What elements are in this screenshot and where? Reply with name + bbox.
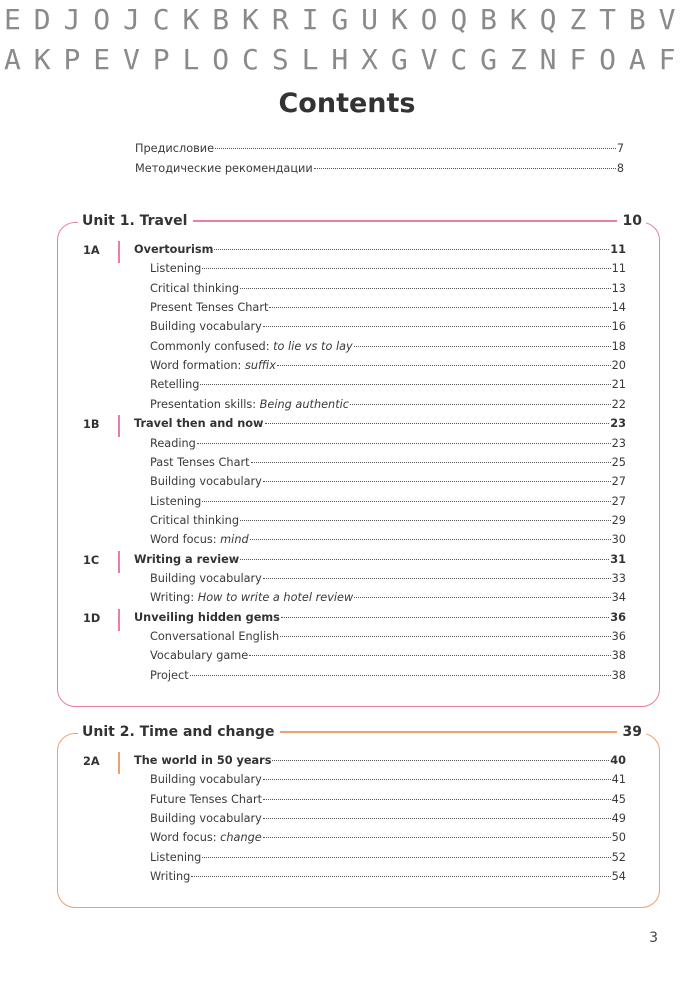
toc-entry[interactable] [150,340,626,358]
entry-title [135,142,214,155]
dot-leader [350,404,611,405]
entry-label: Методические рекомендации [135,162,313,175]
entry-title [134,754,271,767]
entry-page-number: 27 [611,494,626,508]
entry-label: The world in 50 years [134,754,272,767]
toc-entry[interactable] [150,359,626,377]
section-divider [118,241,120,263]
entry-label: Present Tenses Chart [150,301,269,315]
toc-entry[interactable] [134,754,626,772]
dot-leader [249,655,610,656]
dot-leader [263,481,611,482]
entry-label: Writing [150,870,191,884]
entry-label-italic: suffix [244,359,276,373]
entry-title [134,243,213,256]
entry-title [150,533,249,546]
entry-label: Critical thinking [150,513,240,527]
decorative-letters-header: EDJOJCKBKRIGUKOQBKQZTBVAKPEVPLOCSLHXGVCGZNFOAF [4,3,689,76]
page-number: 3 [649,930,658,946]
dot-leader [214,249,609,250]
entry-page-number: 7 [616,142,624,155]
toc-entry[interactable] [150,320,626,338]
entry-page-number: 30 [611,533,626,547]
dot-leader [240,520,611,521]
entry-title [150,773,262,786]
entry-label: Listening [150,262,202,276]
toc-entry[interactable] [150,649,626,667]
entry-label: Unveiling hidden gems [134,610,280,624]
entry-label: Building vocabulary [150,773,262,787]
dot-leader [263,578,611,579]
dot-leader [240,288,611,289]
entry-label: Building vocabulary [150,571,262,585]
entry-page-number: 52 [611,850,626,864]
dot-leader [314,168,616,169]
entry-page-number: 11 [610,243,626,256]
dot-leader [202,268,610,269]
entry-title [150,475,262,488]
unit-page-number: 39 [622,724,642,740]
entry-title [150,793,262,806]
entry-label: Word focus: [150,831,221,845]
dot-leader [202,857,610,858]
entry-page-number: 31 [610,552,626,566]
entry-title [150,398,349,411]
entry-label: Writing: [150,591,198,605]
entry-title [150,359,276,372]
toc-entry[interactable] [135,162,624,180]
entry-label: Presentation skills: [150,397,260,411]
dot-leader [354,346,611,347]
unit-header[interactable] [78,213,646,229]
entry-label: Travel then and now [134,417,264,431]
entry-page-number: 16 [611,320,626,334]
dot-leader [263,779,611,780]
toc-entry[interactable] [150,301,626,319]
dot-leader [263,837,611,838]
entry-label: Vocabulary game [150,649,249,663]
toc-entry[interactable] [150,773,626,791]
entry-page-number: 38 [611,668,626,682]
dot-leader [215,148,616,149]
entry-label: Word focus: [150,533,221,547]
entry-label-italic: How to write a hotel review [197,591,354,605]
toc-entry[interactable] [134,243,626,261]
dot-leader [191,876,610,877]
entry-label: Commonly confused: [150,339,274,353]
entry-page-number: 40 [610,754,626,767]
entry-label: Retelling [150,378,200,392]
toc-entry[interactable] [150,262,626,280]
toc-entry[interactable] [150,591,626,609]
entry-title [150,456,250,469]
entry-title [150,378,199,391]
entry-title [150,669,189,682]
toc-entry[interactable] [150,475,626,493]
entry-label: Предисловие [135,142,215,155]
entry-page-number: 23 [611,436,626,450]
entry-label-italic: mind [220,533,249,547]
section-divider [118,609,120,631]
entry-page-number: 14 [611,301,626,315]
entry-label: Building vocabulary [150,812,262,826]
unit-page-number: 10 [622,213,642,229]
unit-header-rule [193,220,616,222]
entry-title [150,301,268,314]
entry-page-number: 27 [611,475,626,489]
entry-label: Writing a review [134,552,240,566]
dot-leader [200,384,610,385]
entry-page-number: 22 [611,397,626,411]
dot-leader [277,365,611,366]
entry-page-number: 18 [611,339,626,353]
section-code: 2A [83,755,100,768]
toc-entry[interactable] [150,793,626,811]
entry-page-number: 23 [610,417,626,431]
entry-page-number: 20 [611,359,626,373]
entry-page-number: 34 [611,591,626,605]
entry-page-number: 36 [611,630,626,643]
dot-leader [281,617,609,618]
entry-page-number: 38 [611,649,626,663]
section-divider [118,551,120,573]
toc-entry[interactable] [150,630,626,648]
entry-label-italic: change [220,831,262,845]
entry-page-number: 11 [611,262,626,276]
entry-page-number: 50 [611,831,626,845]
toc-entry[interactable] [150,378,626,396]
entry-title [135,162,313,175]
toc-entry[interactable] [150,495,626,513]
unit-header[interactable] [78,724,646,740]
entry-title [150,649,248,662]
entry-title [150,262,201,275]
page-title: Contents [278,88,416,119]
entry-title [150,282,239,295]
entry-label: Past Tenses Chart [150,455,250,469]
entry-label: Word formation: [150,359,245,373]
entry-label-italic: Being authentic [259,397,349,411]
entry-page-number: 8 [616,162,624,175]
dot-leader [250,539,611,540]
toc-entry[interactable] [134,553,626,571]
entry-title [150,630,279,643]
toc-entry[interactable] [150,533,626,551]
toc-entry[interactable] [150,812,626,830]
entry-title [150,340,353,353]
entry-label: Building vocabulary [150,475,262,489]
entry-label: Future Tenses Chart [150,792,263,806]
toc-entry[interactable] [150,572,626,590]
entry-page-number: 21 [611,378,626,392]
entry-title [150,591,353,604]
toc-entry[interactable] [150,851,626,869]
toc-entry[interactable] [150,831,626,849]
section-code: 1B [83,418,100,432]
toc-entry[interactable] [150,456,626,474]
dot-leader [190,675,611,676]
entry-label: Overtourism [134,243,214,256]
entry-title [150,831,262,844]
entry-page-number: 25 [611,455,626,469]
toc-entry[interactable] [150,398,626,416]
section-divider [118,752,120,774]
entry-title [134,417,264,430]
entry-label: Listening [150,494,202,508]
entry-page-number: 33 [611,571,626,585]
entry-title [150,812,262,825]
entry-page-number: 45 [611,792,626,806]
toc-entry[interactable] [150,870,626,888]
entry-page-number: 49 [611,812,626,826]
dot-leader [265,423,610,424]
entry-title [134,553,239,566]
dot-leader [263,799,611,800]
section-code: 1A [83,244,100,257]
dot-leader [354,597,610,598]
toc-entry[interactable] [150,514,626,532]
entry-label: Project [150,668,189,682]
entry-title [150,851,201,864]
dot-leader [197,443,611,444]
entry-page-number: 29 [611,513,626,527]
entry-label: Listening [150,850,202,864]
toc-entry[interactable] [150,282,626,300]
entry-title [150,495,201,508]
entry-label: Critical thinking [150,281,240,295]
entry-label: Conversational English [150,630,280,643]
dot-leader [240,559,609,560]
toc-entry[interactable] [150,437,626,455]
toc-entry[interactable] [150,669,626,687]
dot-leader [280,636,610,637]
dot-leader [202,501,610,502]
section-divider [118,415,120,437]
entry-title [150,320,262,333]
dot-leader [269,307,610,308]
unit-title: Unit 1. Travel [82,213,188,229]
entry-page-number: 13 [611,281,626,295]
unit-title: Unit 2. Time and change [82,724,275,740]
entry-title [150,514,239,527]
dot-leader [272,760,609,761]
entry-title [150,572,262,585]
entry-title [134,611,280,624]
dot-leader [263,818,611,819]
section-code: 1D [83,611,101,625]
toc-entry[interactable] [135,142,624,160]
toc-entry[interactable] [134,417,626,435]
entry-label-italic: to lie vs to lay [273,339,353,353]
entry-page-number: 54 [611,870,626,884]
section-code: 1C [83,553,100,567]
entry-title [150,437,196,450]
dot-leader [263,326,611,327]
unit-header-rule [280,731,616,733]
entry-label: Reading [150,436,196,450]
dot-leader [251,462,611,463]
entry-page-number: 36 [610,610,626,624]
entry-page-number: 41 [611,773,626,787]
entry-label: Building vocabulary [150,320,262,334]
toc-entry[interactable] [134,611,626,629]
entry-title [150,870,190,883]
